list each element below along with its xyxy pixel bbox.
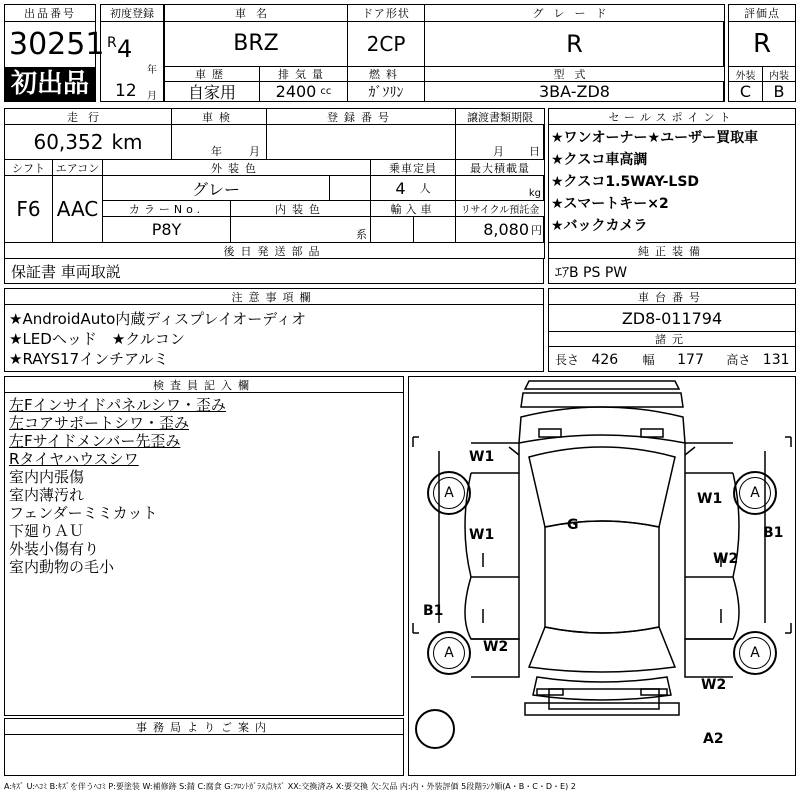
inspector-line: Rタイヤハウスシワ xyxy=(9,450,139,468)
load-value xyxy=(455,175,545,201)
selling-item: ★ワンオーナー★ユーザー買取車 xyxy=(551,130,759,146)
reg-label: 初度登録 xyxy=(100,4,164,22)
color-no-label: カラーNo. xyxy=(102,200,231,217)
door-label: ドア形状 xyxy=(347,4,425,22)
plate-label: 登録番号 xyxy=(266,108,456,125)
mark-w1-right: W1 xyxy=(697,491,723,507)
inspector-line: 外装小傷有り xyxy=(9,540,100,558)
mileage-number: 60,352 xyxy=(33,130,104,154)
displacement-number: 2400 xyxy=(275,82,317,101)
dims-label: 諸元 xyxy=(548,331,796,347)
int-label: 内装 xyxy=(762,66,796,82)
tire-rear-right xyxy=(733,631,777,675)
office-label: 事務局よりご案内 xyxy=(4,718,404,735)
reg-month-unit: 月 xyxy=(147,91,157,102)
selling-item: ★クスコ1.5WAY-LSD xyxy=(551,174,700,190)
height-label: 高さ xyxy=(726,353,751,367)
ext-color-label: 外装色 xyxy=(102,159,371,176)
fuel-value: ｶﾞｿﾘﾝ xyxy=(347,81,425,102)
ext-color-text: グレー xyxy=(191,179,240,199)
ext-label: 外装 xyxy=(728,66,763,82)
length-value: 426 xyxy=(591,352,619,368)
lot-no-label: 出品番号 xyxy=(4,4,96,22)
inspector-line: 室内薄汚れ xyxy=(9,486,85,504)
notes-list xyxy=(9,309,306,369)
import-label: 輸入車 xyxy=(370,200,456,217)
ac-value: AAC xyxy=(52,175,103,243)
load-unit: kg xyxy=(528,187,541,199)
ext-grade: C xyxy=(728,81,763,102)
grade-label: グレード xyxy=(424,4,725,22)
dims-row xyxy=(555,351,790,368)
recycle-number: 8,080 xyxy=(483,220,529,239)
parts-value: 保証書 車両取説 xyxy=(11,263,121,281)
tire-mark: A xyxy=(444,645,454,661)
int-grade: B xyxy=(762,81,796,102)
fuel-label: 燃料 xyxy=(347,66,425,82)
inspection-year-unit: 年 xyxy=(211,145,222,158)
note-line: ★RAYS17インチアルミ xyxy=(9,350,169,368)
door-type: 2CP xyxy=(347,21,425,67)
inspection-month-unit: 月 xyxy=(249,145,260,158)
transfer-day-unit: 日 xyxy=(529,145,540,158)
mark-a2-rear: A2 xyxy=(703,731,724,747)
note-line: ★AndroidAuto内蔵ディスプレイオーディオ xyxy=(9,310,307,328)
transfer-month-unit: 月 xyxy=(493,145,504,158)
selling-label: セールスポイント xyxy=(548,108,796,125)
mark-w2-right-door: W2 xyxy=(713,551,739,567)
selling-item: ★クスコ車高調 xyxy=(551,152,648,168)
legend-text: A:ｷｽﾞ U:ﾍｺﾐ B:ｷｽﾞを伴うﾍｺﾐ P:要塗装 W:補修跡 S:錆 C:腐食 G:ﾌﾛﾝﾄｶﾞﾗｽ点ｷｽﾞ XX:交換済み X:要交換 欠:欠品 内:内・外装評価 5段階ﾗﾝｸ順(A・B・C・D・E) 2 xyxy=(4,782,576,791)
mileage-value xyxy=(4,124,172,160)
spare-tire xyxy=(415,709,455,749)
capacity-label: 乗車定員 xyxy=(370,159,456,176)
mark-g-windshield: G xyxy=(567,517,579,533)
tire-rear-left xyxy=(427,631,471,675)
selling-item: ★バックカメラ xyxy=(551,218,648,234)
reg-era: R xyxy=(107,35,117,51)
inspector-block xyxy=(4,376,404,716)
int-color-unit: 系 xyxy=(356,227,367,241)
parts-label: 後日発送部品 xyxy=(4,242,545,259)
color-no-value: P8Y xyxy=(102,216,231,243)
notes-block xyxy=(4,288,544,372)
reg-year-unit: 年 xyxy=(147,65,157,76)
grade-value: R xyxy=(424,21,725,67)
mark-w1-front-left: W1 xyxy=(469,449,495,465)
displacement-unit: cc xyxy=(320,86,332,97)
history-value: 自家用 xyxy=(164,81,260,102)
inspector-label: 検査員記入欄 xyxy=(4,376,404,393)
tire-front-right xyxy=(733,471,777,515)
chassis-block xyxy=(548,288,796,372)
selling-points-block xyxy=(548,108,796,284)
reg-year: 4 xyxy=(117,35,133,63)
width-value: 177 xyxy=(677,352,704,368)
inspector-line: 下廻りＡＵ xyxy=(9,522,85,540)
notes-label: 注意事項欄 xyxy=(4,288,544,305)
car-name-label: 車名 xyxy=(164,4,348,22)
score-label: 評価点 xyxy=(728,4,796,22)
car-outline-diagram xyxy=(409,377,795,775)
capacity-unit: 人 xyxy=(419,182,431,195)
model-label: 型式 xyxy=(424,66,725,82)
score-block xyxy=(728,4,796,102)
equipment-label: 純正装備 xyxy=(548,242,796,259)
inspector-line: 室内動物の毛小 xyxy=(9,558,115,576)
tire-mark: A xyxy=(750,645,760,661)
mileage-unit: km xyxy=(111,130,143,154)
int-color-label: 内装色 xyxy=(230,200,371,217)
load-label: 最大積載量 xyxy=(455,159,545,176)
chassis-value: ZD8-011794 xyxy=(621,308,723,328)
length-label: 長さ xyxy=(555,353,580,367)
shift-value: F6 xyxy=(4,175,53,243)
mark-b1-right: B1 xyxy=(763,525,784,541)
details-block xyxy=(4,108,544,284)
history-label: 車歴 xyxy=(164,66,260,82)
mark-w2-right-rear: W2 xyxy=(701,677,727,693)
mark-b1-left: B1 xyxy=(423,603,444,619)
displacement-label: 排気量 xyxy=(259,66,348,82)
inspector-line: フェンダーミミカット xyxy=(9,504,158,522)
capacity-value xyxy=(370,175,456,201)
height-value: 131 xyxy=(762,352,790,368)
ext-color-value xyxy=(102,175,330,201)
width-label: 幅 xyxy=(642,353,655,367)
car-name: BRZ xyxy=(164,21,348,67)
reg-month: 12 xyxy=(115,81,137,101)
inspector-line: 左Fサイドメンバー先歪み xyxy=(9,432,181,450)
selling-list xyxy=(551,129,758,235)
inspector-list xyxy=(9,396,226,576)
selling-item: ★スマートキー×2 xyxy=(551,196,669,212)
capacity-number: 4 xyxy=(395,178,406,198)
car-diagram xyxy=(408,376,796,776)
first-listing-badge: 初出品 xyxy=(5,67,95,101)
equipment-value: ｴｱB PS PW xyxy=(555,265,628,281)
transfer-label: 譲渡書類期限 xyxy=(455,108,545,125)
office-block xyxy=(4,718,404,776)
import-value-a xyxy=(370,216,414,243)
recycle-value xyxy=(455,216,545,243)
registration-block xyxy=(100,4,164,102)
plate-value xyxy=(266,124,456,160)
inspector-line: 左コアサポートシワ・歪み xyxy=(9,414,190,432)
mark-w1-left-door: W1 xyxy=(469,527,495,543)
tire-mark: A xyxy=(750,485,760,501)
lot-number: 30251 xyxy=(9,27,105,62)
recycle-unit: 円 xyxy=(531,223,542,237)
import-value-b xyxy=(413,216,456,243)
int-color-value xyxy=(230,216,371,243)
shift-label: シフト xyxy=(4,159,53,176)
score-value: R xyxy=(728,21,796,67)
recycle-label: リサイクル預託金 xyxy=(455,200,545,217)
note-line: ★LEDヘッド ★クルコン xyxy=(9,330,185,348)
inspector-line: 左Fインサイドパネルシワ・歪み xyxy=(9,396,226,414)
vehicle-info-block xyxy=(164,4,724,102)
displacement-value xyxy=(259,81,348,102)
ext-color-sub xyxy=(329,175,371,201)
mileage-label: 走行 xyxy=(4,108,172,125)
model-value: 3BA-ZD8 xyxy=(424,81,725,102)
mark-w2-left-rear: W2 xyxy=(483,639,509,655)
lot-block xyxy=(4,4,105,102)
inspection-label: 車検 xyxy=(171,108,267,125)
tire-front-left xyxy=(427,471,471,515)
inspector-line: 室内内張傷 xyxy=(9,468,85,486)
tire-mark: A xyxy=(444,485,454,501)
ac-label: エアコン xyxy=(52,159,103,176)
chassis-label: 車台番号 xyxy=(548,288,796,305)
